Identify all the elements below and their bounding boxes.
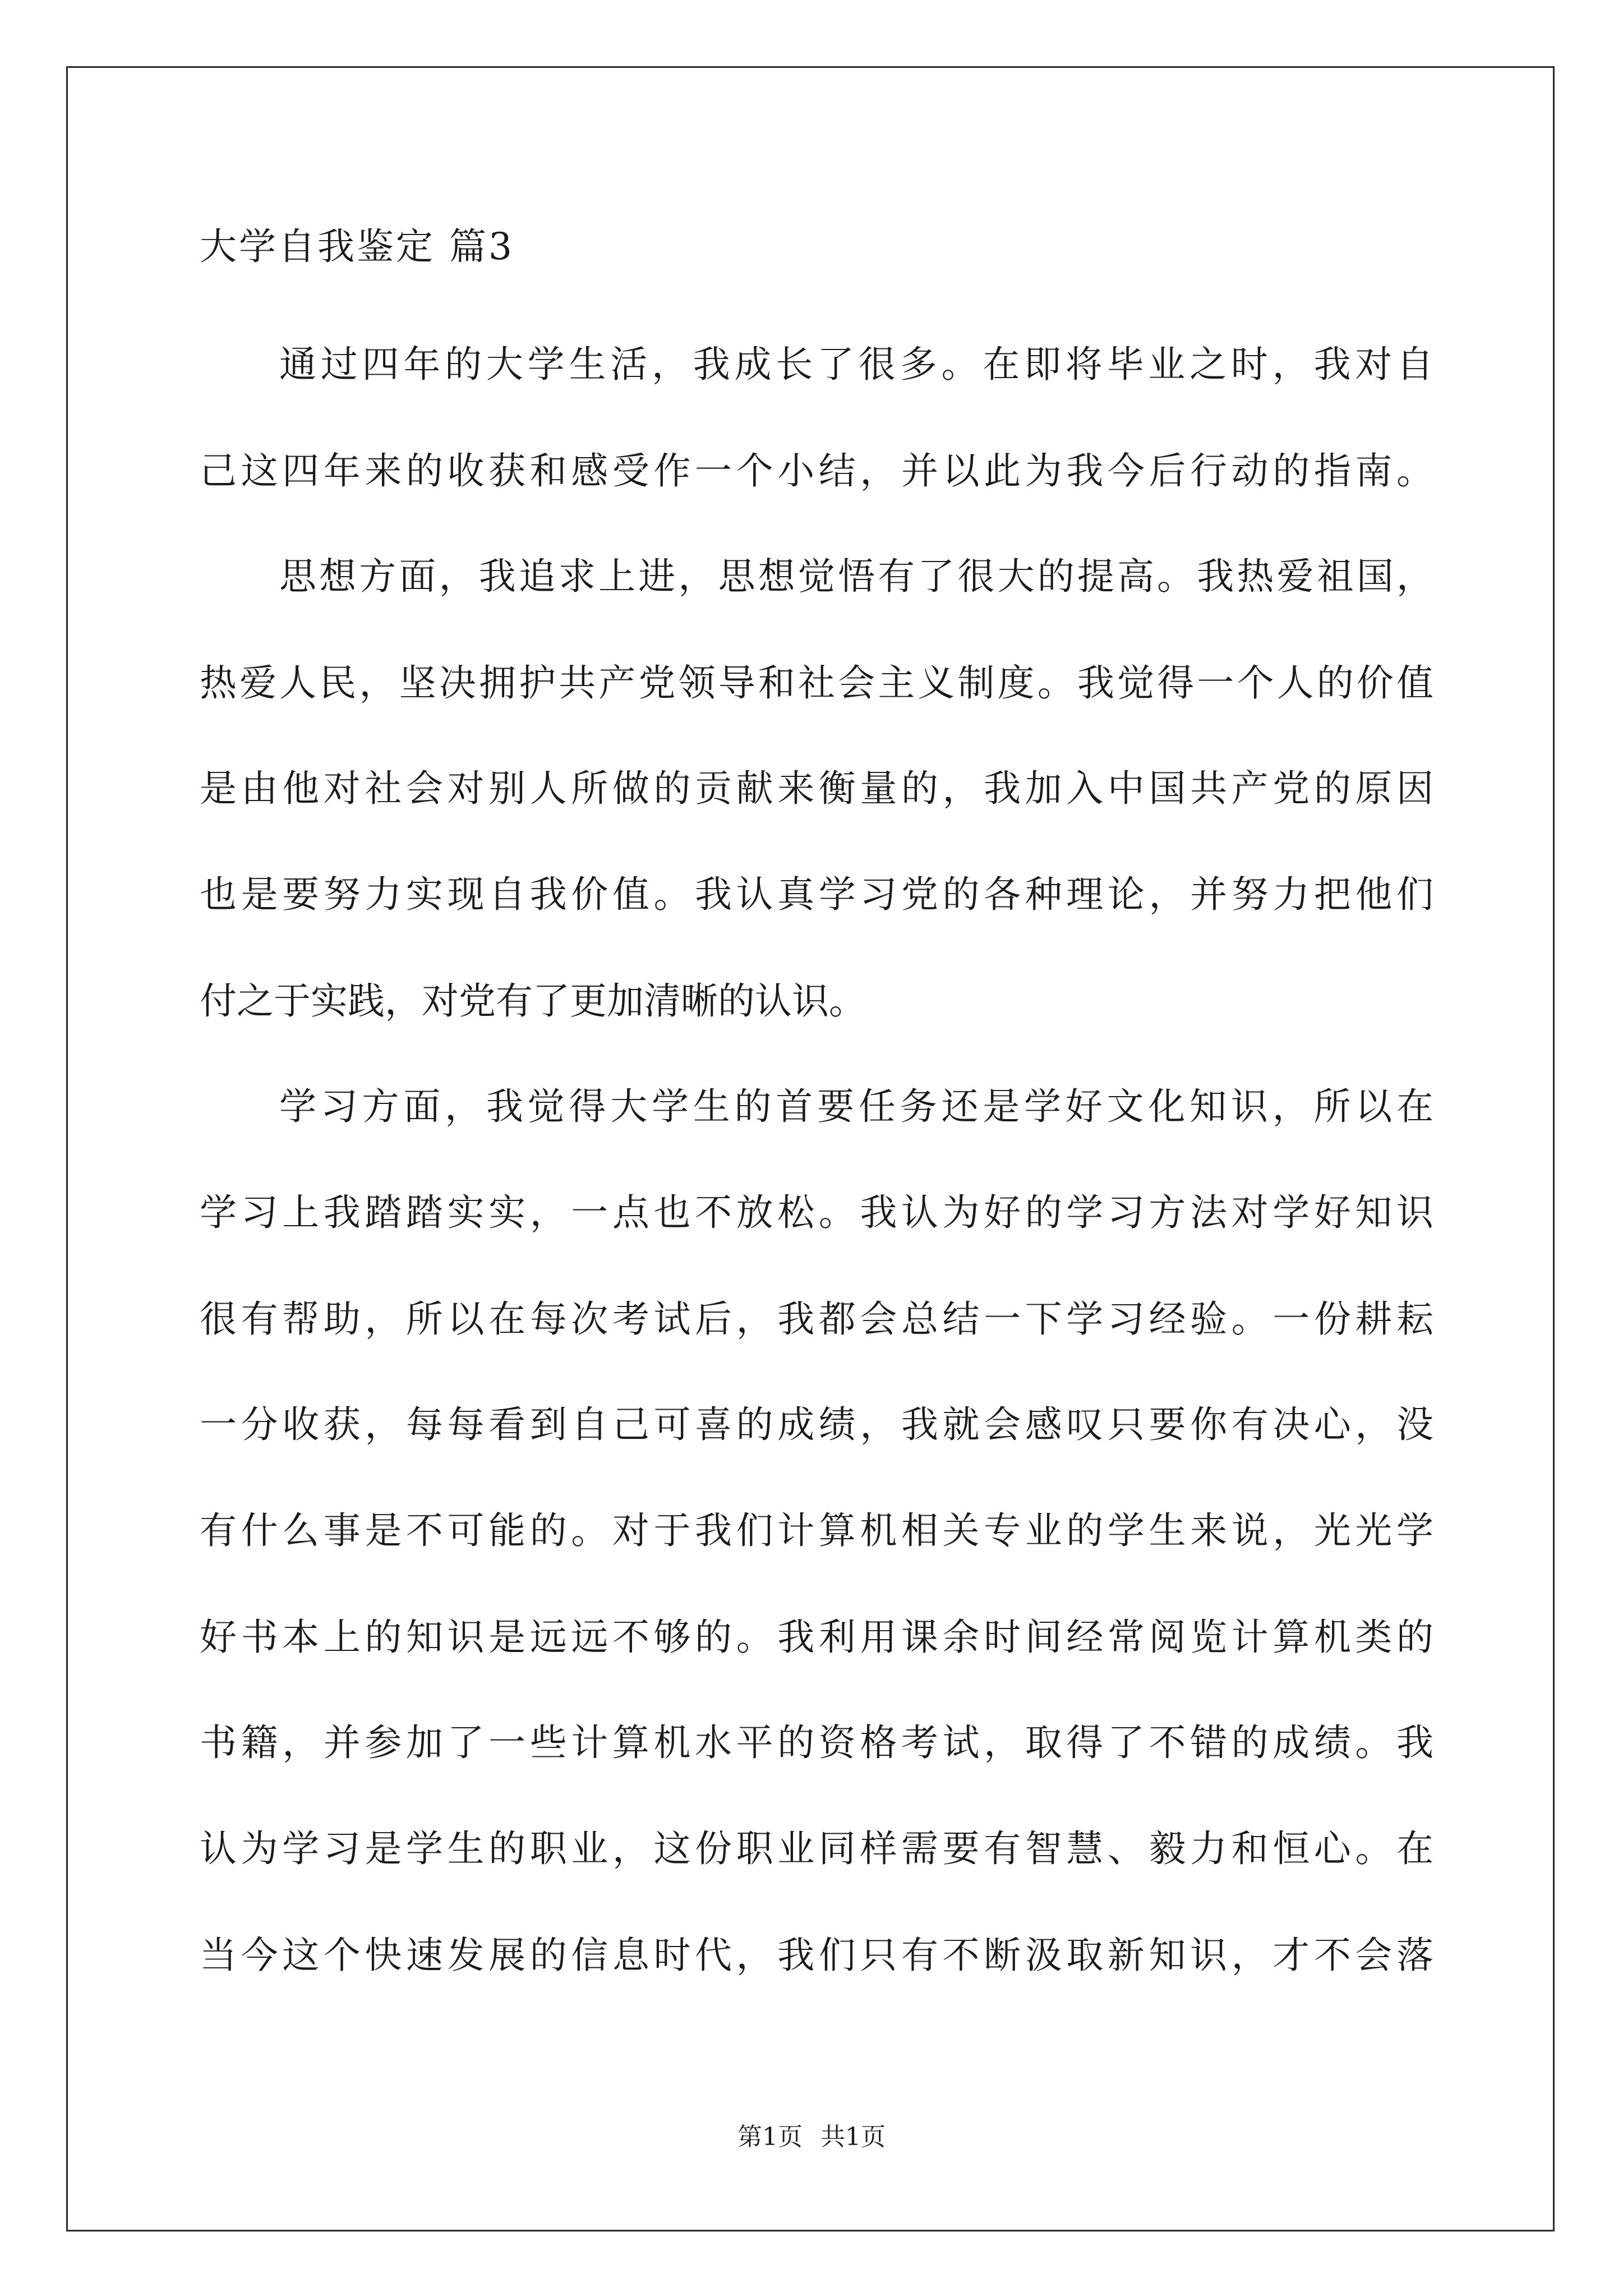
paragraph-1-line-2: 己这四年来的收获和感受作一个小结，并以此为我今后行动的指南。 [200,449,1433,493]
paragraph-3-line-8: 认为学习是学生的职业，这份职业同样需要有智慧、毅力和恒心。在 [200,1827,1433,1870]
paragraph-3-line-2: 学习上我踏踏实实，一点也不放松。我认为好的学习方法对学好知识 [200,1191,1433,1234]
paragraph-2-line-1: 思想方面，我追求上进，思想觉悟有了很大的提高。我热爱祖国， [279,555,1433,598]
paragraph-3-line-6: 好书本上的知识是远远不够的。我利用课余时间经常阅览计算机类的 [200,1616,1433,1659]
paragraph-1-line-1: 通过四年的大学生活，我成长了很多。在即将毕业之时，我对自 [279,343,1433,386]
paragraph-3-line-7: 书籍，并参加了一些计算机水平的资格考试，取得了不错的成绩。我 [200,1721,1433,1764]
paragraph-3-line-4: 一分收获，每每看到自己可喜的成绩，我就会感叹只要你有决心，没 [200,1403,1433,1446]
paragraph-2-line-3: 是由他对社会对别人所做的贡献来衡量的，我加入中国共产党的原因 [200,767,1433,810]
page-number: 第1页 [737,2123,803,2151]
page-border [66,66,1555,2231]
paragraph-2-line-2: 热爱人民，坚决拥护共产党领导和社会主义制度。我觉得一个人的价值 [200,661,1433,705]
paragraph-2-line-5: 付之于实践，对党有了更加清晰的认识。 [200,979,866,1023]
page-footer [0,2120,1623,2154]
page-total: 共1页 [820,2123,886,2151]
paragraph-3-line-3: 很有帮助，所以在每次考试后，我都会总结一下学习经验。一份耕耘 [200,1297,1433,1341]
document-title: 大学自我鉴定 篇3 [200,225,514,268]
paragraph-2-line-4: 也是要努力实现自我价值。我认真学习党的各种理论，并努力把他们 [200,873,1433,916]
paragraph-3-line-5: 有什么事是不可能的。对于我们计算机相关专业的学生来说，光光学 [200,1509,1433,1552]
paragraph-3-line-1: 学习方面，我觉得大学生的首要任务还是学好文化知识，所以在 [279,1085,1433,1128]
paragraph-3-line-9: 当今这个快速发展的信息时代，我们只有不断汲取新知识，才不会落 [200,1934,1433,1977]
